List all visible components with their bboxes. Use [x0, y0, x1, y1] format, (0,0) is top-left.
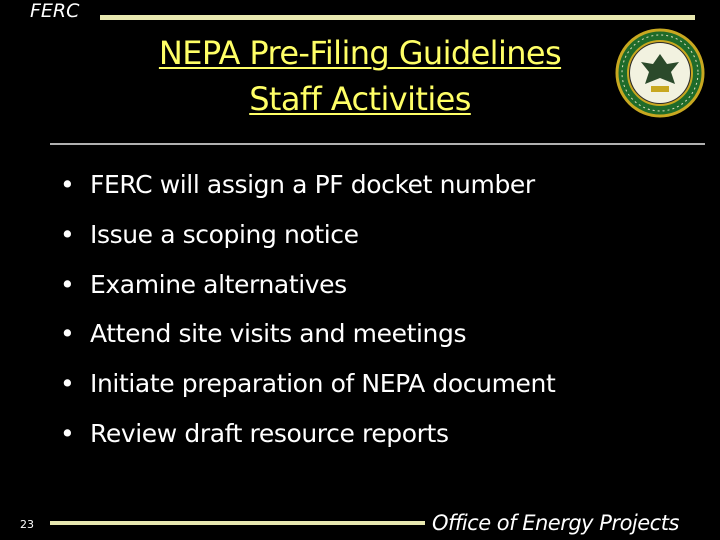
bullet-text: Issue a scoping notice [90, 220, 359, 249]
bullet-text: Attend site visits and meetings [90, 319, 467, 348]
bullet-symbol: • [60, 369, 75, 398]
page-number: 23 [20, 518, 34, 531]
bullet-text: FERC will assign a PF docket number [90, 170, 535, 199]
bullet-symbol: • [60, 419, 75, 448]
corner-label: FERC [30, 0, 80, 22]
bullet-item [60, 414, 449, 454]
top-rule [100, 15, 695, 20]
slide-title [80, 30, 640, 122]
ferc-seal-icon [615, 28, 705, 118]
bullet-symbol: • [60, 170, 75, 199]
bullet-item [60, 165, 535, 205]
title-line-2: Staff Activities [249, 80, 471, 118]
footer-rule [50, 521, 425, 525]
bullet-symbol: • [60, 270, 75, 299]
title-divider [50, 143, 705, 145]
bullet-item [60, 265, 347, 305]
bullet-symbol: • [60, 319, 75, 348]
bullet-item [60, 314, 466, 354]
title-line-1: NEPA Pre-Filing Guidelines [158, 34, 562, 72]
bullet-item [60, 364, 555, 404]
bullet-item [60, 215, 359, 255]
bullet-text: Examine alternatives [90, 270, 347, 299]
bullet-text: Initiate preparation of NEPA document [90, 369, 556, 398]
bullet-text: Review draft resource reports [90, 419, 449, 448]
footer-office: Office of Energy Projects [432, 511, 679, 535]
bullet-symbol: • [60, 220, 75, 249]
